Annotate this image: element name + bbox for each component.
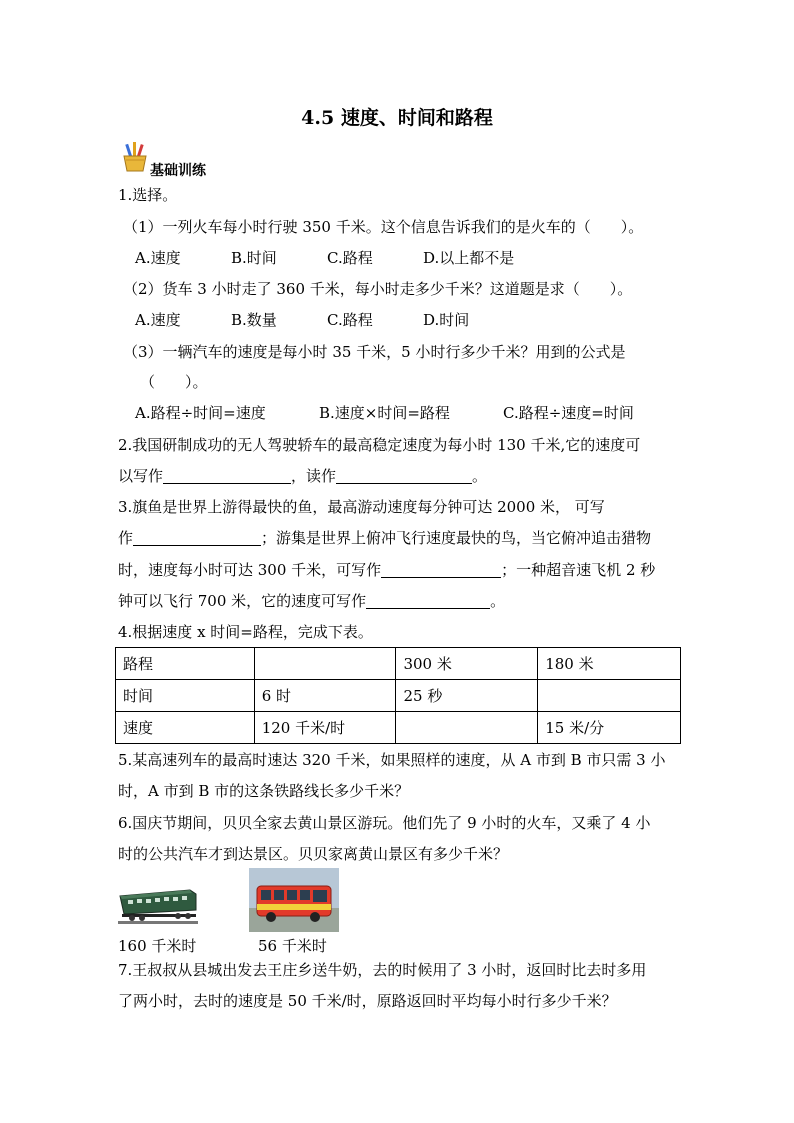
question-1-2-option-b: B.数量 [231, 311, 277, 329]
answer-blank[interactable] [163, 467, 291, 484]
answer-blank[interactable] [133, 529, 261, 546]
page-title: 4.5 速度、时间和路程 [301, 107, 493, 129]
table-cell: 时间 [116, 680, 255, 712]
question-2-line-2 [118, 466, 487, 486]
train-image [118, 880, 198, 928]
pencil-cup-icon [118, 140, 152, 174]
question-1-1-option-b: B.时间 [231, 249, 277, 267]
question-7-line-1: 7.王叔叔从县城出发去王庄乡送牛奶，去的时候用了 3 小时，返回时比去时多用 [118, 961, 647, 979]
question-1-3-text: （3）一辆汽车的速度是每小时 35 千米，5 小时行多少千米？用到的公式是 [123, 343, 626, 361]
table-cell: 6 时 [254, 680, 396, 712]
question-1-1-text: （1）一列火车每小时行驶 350 千米。这个信息告诉我们的是火车的（ ）。 [123, 218, 644, 236]
table-cell: 120 千米/时 [254, 712, 396, 744]
question-1-1-option-a: A.速度 [135, 249, 181, 267]
question-4-stem: 4.根据速度 x 时间=路程，完成下表。 [118, 623, 373, 641]
question-3-end: 。 [490, 592, 506, 610]
question-7-line-2: 了两小时，去时的速度是 50 千米/时，原路返回时平均每小时行多少千米？ [118, 992, 617, 1010]
question-1-1-option-c: C.路程 [327, 249, 373, 267]
question-3-line-4 [118, 591, 505, 611]
question-1-2-option-c: C.路程 [327, 311, 373, 329]
section-label: 基础训练 [150, 163, 206, 179]
question-3-line-1: 3.旗鱼是世界上游得最快的鱼，最高游动速度每分钟可达 2000 米， 可写 [118, 498, 605, 516]
question-1-stem: 1.选择。 [118, 186, 178, 204]
table-cell: 路程 [116, 648, 255, 680]
question-1-2-option-d: D.时间 [423, 311, 470, 329]
question-5-line-1: 5.某高速列车的最高时速达 320 千米，如果照样的速度，从 A 市到 B 市只需 3 小 [118, 751, 666, 769]
question-1-3-option-c: C.路程÷速度=时间 [503, 404, 634, 422]
table-cell: 300 米 [396, 648, 538, 680]
question-2-prefix: 以写作 [118, 467, 164, 485]
answer-blank[interactable] [336, 467, 472, 484]
table-row [116, 712, 681, 744]
question-1-3-option-b: B.速度×时间=路程 [319, 404, 450, 422]
table-cell[interactable] [396, 712, 538, 744]
question-6-line-1: 6.国庆节期间，贝贝全家去黄山景区游玩。他们先了 9 小时的火车，又乘了 4 小 [118, 814, 651, 832]
table-row [116, 648, 681, 680]
table-row [116, 680, 681, 712]
table-cell: 180 米 [538, 648, 681, 680]
question-1-3-option-a: A.路程÷时间=速度 [135, 404, 266, 422]
question-3-mid-2: 时，速度每小时可达 300 千米，可写作 [118, 561, 382, 579]
question-1-1-option-d: D.以上都不是 [423, 249, 515, 267]
table-cell[interactable] [538, 680, 681, 712]
question-3-mid-4: 钟可以飞行 700 米，它的速度可写作 [118, 592, 367, 610]
answer-blank[interactable] [366, 592, 490, 609]
question-1-2-text: （2）货车 3 小时走了 360 千米，每小时走多少千米？这道题是求（ ）。 [123, 280, 633, 298]
question-3-mid-3: ；一种超音速飞机 2 秒 [501, 561, 656, 579]
table-cell: 15 米/分 [538, 712, 681, 744]
question-3-prefix: 作 [118, 529, 134, 547]
question-3-line-2 [118, 528, 651, 548]
table-cell[interactable] [254, 648, 396, 680]
table-cell: 速度 [116, 712, 255, 744]
answer-blank[interactable] [381, 561, 501, 578]
question-2-end: 。 [472, 467, 488, 485]
bus-speed-caption: 56 千米时 [258, 937, 327, 955]
question-2-line-1: 2.我国研制成功的无人驾驶轿车的最高稳定速度为每小时 130 千米,它的速度可 [118, 436, 641, 454]
question-6-line-2: 时的公共汽车才到达景区。贝贝家离黄山景区有多少千米？ [118, 845, 509, 863]
bus-image [249, 868, 339, 932]
table-cell: 25 秒 [396, 680, 538, 712]
question-5-line-2: 时，A 市到 B 市的这条铁路线长多少千米？ [118, 782, 410, 800]
question-3-mid-1: ；游集是世界上俯冲飞行速度最快的鸟，当它俯冲追击猎物 [261, 529, 652, 547]
question-2-mid: ，读作 [291, 467, 337, 485]
speed-table [115, 647, 681, 744]
question-3-line-3 [118, 560, 655, 580]
question-1-3-text-cont: （ ）。 [140, 373, 208, 391]
train-speed-caption: 160 千米时 [118, 937, 197, 955]
question-1-2-option-a: A.速度 [135, 311, 181, 329]
